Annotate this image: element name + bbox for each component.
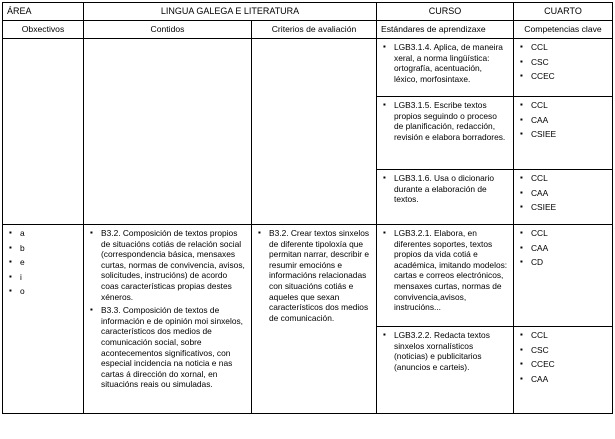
standard-cell [377, 225, 514, 327]
col-contents: Contidos [84, 21, 252, 39]
standard-item: ▪ LGB3.1.4. Aplica, de maneira xeral, a norma lingüística: ortografía, acentuación, léxico, morfosintaxe. [382, 42, 508, 84]
competence-item: ▪ CD [519, 257, 607, 268]
column-header-row [3, 21, 613, 39]
competence-item: ▪ CCL [519, 173, 607, 184]
competence-item: ▪ CSIEE [519, 129, 607, 140]
standard-cell [377, 97, 514, 170]
col-standards: Estándares de aprendizaxe [377, 21, 514, 39]
objective-item: ▪ a [8, 228, 78, 239]
competences-cell [514, 170, 613, 225]
competence-item: ▪ CSC [519, 57, 607, 68]
competence-item: ▪ CCEC [519, 71, 607, 82]
objectives-cell [3, 225, 84, 414]
competences-cell [514, 225, 613, 327]
competence-item: ▪ CAA [519, 374, 607, 385]
competences-cell [514, 327, 613, 414]
curriculum-table [2, 2, 613, 414]
contents-cell [84, 225, 252, 414]
criterion-item: ▪ B3.2. Crear textos sinxelos de diferente tipoloxía que permitan narrar, describir e resumir emocións e informacións relacionadas con situacións cotiás e aqueles que sexan característicos dos medios de comunicación. [257, 228, 371, 323]
criteria-cell [252, 225, 377, 414]
standard-item: ▪ LGB3.2.1. Elabora, en diferentes soportes, textos propios da vida cotiá e académica, imitando modelos: cartas e correos electrónicos, mensaxes curtas, normas de convivencia,avisos, instrucións... [382, 228, 508, 313]
standard-item: ▪ LGB3.2.2. Redacta textos sinxelos xornalísticos (noticias) e publicitarios (anuncios e carteis). [382, 330, 508, 372]
objective-item: ▪ o [8, 286, 78, 297]
col-competences: Competencias clave [514, 21, 613, 39]
competence-item: ▪ CSC [519, 345, 607, 356]
area-label: ÁREA [3, 3, 84, 21]
table-row [3, 39, 613, 97]
content-item: ▪ B3.3. Composición de textos de información e de opinión moi sinxelos, característicos dos medios de comunicación social, sobre acontecementos significativos, con especial incidencia na noticia e nas cartas á dirección do xornal, en situacións reais ou simuladas. [89, 305, 246, 390]
objective-item: ▪ i [8, 272, 78, 283]
standard-item: ▪ LGB3.1.6. Usa o dicionario durante a elaboración de textos. [382, 173, 508, 205]
course-label: CURSO [377, 3, 514, 21]
competence-item: ▪ CCL [519, 228, 607, 239]
subject-title: LINGUA GALEGA E LITERATURA [84, 3, 377, 21]
table-row [3, 225, 613, 327]
competences-cell [514, 97, 613, 170]
objective-item: ▪ e [8, 257, 78, 268]
competence-item: ▪ CAA [519, 243, 607, 254]
standard-cell [377, 170, 514, 225]
competence-item: ▪ CCL [519, 100, 607, 111]
course-value: CUARTO [514, 3, 613, 21]
competence-item: ▪ CCL [519, 330, 607, 341]
competences-cell [514, 39, 613, 97]
empty-contents-cell [84, 39, 252, 225]
competence-item: ▪ CAA [519, 115, 607, 126]
empty-criteria-cell [252, 39, 377, 225]
content-item: ▪ B3.2. Composición de textos propios de situacións cotiás de relación social (correspondencia básica, mensaxes curtas, normas de convivencia, avisos, solicitudes, instrucións) de acordo coas características propias destes xéneros. [89, 228, 246, 302]
competence-item: ▪ CCL [519, 42, 607, 53]
col-criteria: Criterios de avaliación [252, 21, 377, 39]
competence-item: ▪ CCEC [519, 359, 607, 370]
competence-item: ▪ CAA [519, 188, 607, 199]
objective-item: ▪ b [8, 243, 78, 254]
standard-cell [377, 39, 514, 97]
competence-item: ▪ CSIEE [519, 202, 607, 213]
standard-cell [377, 327, 514, 414]
col-objectives: Obxectivos [3, 21, 84, 39]
standard-item: ▪ LGB3.1.5. Escribe textos propios seguindo o proceso de planificación, redacción, revisión e elabora borradores. [382, 100, 508, 142]
header-row [3, 3, 613, 21]
empty-objectives-cell [3, 39, 84, 225]
